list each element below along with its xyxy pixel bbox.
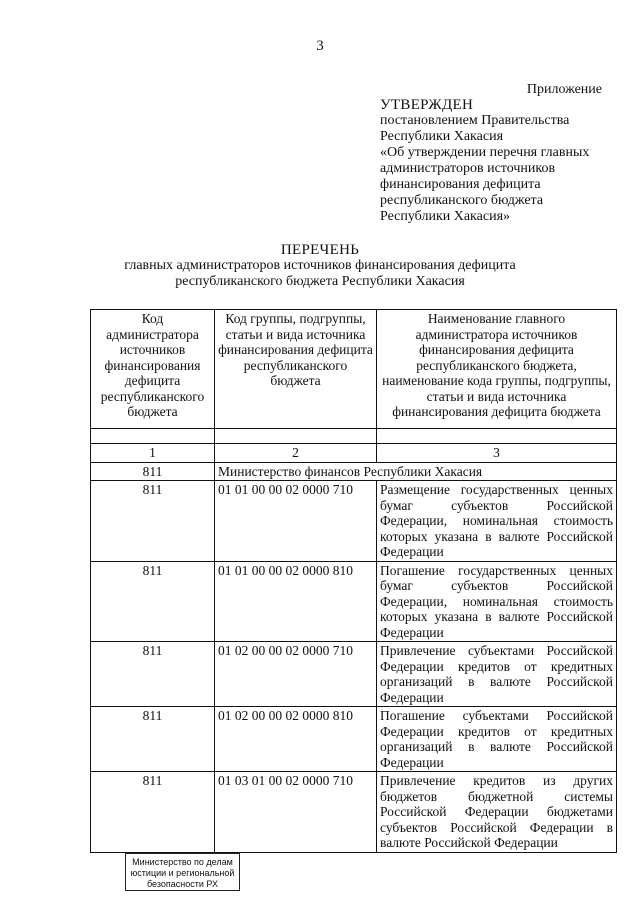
admin-code-cell: 811 xyxy=(91,642,215,707)
table-header-row xyxy=(91,310,617,429)
approval-line: постановлением Правительства xyxy=(380,113,570,128)
description-cell: Привлечение субъектами Российской Федерации кредитов от кредитных организаций в валюте Российской Федерации xyxy=(377,642,617,707)
approval-block xyxy=(380,97,620,225)
table-row xyxy=(91,561,617,642)
registration-stamp xyxy=(125,853,240,891)
source-code-cell: 01 01 00 00 02 0000 810 xyxy=(215,561,377,642)
table-row xyxy=(91,772,617,853)
approval-line: финансирования дефицита xyxy=(380,177,541,192)
ministry-row xyxy=(91,462,617,481)
description-cell: Погашение субъектами Российской Федерации кредитов от кредитных организаций в валюте Российской Федерации xyxy=(377,707,617,772)
source-code-cell: 01 02 00 00 02 0000 810 xyxy=(215,707,377,772)
appendix-label: Приложение xyxy=(526,82,602,97)
document-title xyxy=(0,242,640,290)
ministry-code: 811 xyxy=(91,462,215,481)
column-number: 2 xyxy=(215,444,377,463)
sources-table xyxy=(90,309,617,853)
description-cell: Размещение государственных ценных бумаг субъектов Российской Федерации, номинальная стоимость которых указана в валюте Российской Федерации xyxy=(377,481,617,562)
source-code-cell: 01 01 00 00 02 0000 710 xyxy=(215,481,377,562)
title-heading: ПЕРЕЧЕНЬ xyxy=(280,242,360,258)
header-admin-code: Код администратора источников финансирования дефицита республиканского бюджета xyxy=(91,310,215,429)
description-cell: Погашение государственных ценных бумаг субъектов Российской Федерации, номинальная стоимость которых указана в валюте Российской Федерации xyxy=(377,561,617,642)
stamp-line: безопасности РХ xyxy=(147,879,218,889)
description-cell: Привлечение кредитов из других бюджетов бюджетной системы Российской Федерации бюджетами субъектов Российской Федерации в валюте Российской Федерации xyxy=(377,772,617,853)
table-row xyxy=(91,481,617,562)
source-code-cell: 01 03 01 00 02 0000 710 xyxy=(215,772,377,853)
table-row xyxy=(91,707,617,772)
approval-line: администраторов источников xyxy=(380,161,556,176)
source-code-cell: 01 02 00 00 02 0000 710 xyxy=(215,642,377,707)
approval-heading: УТВЕРЖДЕН xyxy=(380,97,474,113)
admin-code-cell: 811 xyxy=(91,772,215,853)
stamp-line: Министерство по делам xyxy=(132,857,233,867)
stamp-line: юстиции и региональной xyxy=(130,868,235,878)
column-number: 1 xyxy=(91,444,215,463)
header-name: Наименование главного администратора источников финансирования дефицита республиканского бюджета, наименование кода группы, подгруппы, статьи и вида источника финансирования дефицита бюджета xyxy=(377,310,617,429)
title-line-2: республиканского бюджета Республики Хакасия xyxy=(175,274,465,289)
table-row xyxy=(91,642,617,707)
ministry-name: Министерство финансов Республики Хакасия xyxy=(215,462,617,481)
table-spacer-row xyxy=(91,429,617,444)
column-number: 3 xyxy=(377,444,617,463)
admin-code-cell: 811 xyxy=(91,481,215,562)
column-number-row xyxy=(91,444,617,463)
approval-line: Республики Хакасия xyxy=(380,129,504,144)
title-line-1: главных администраторов источников финансирования дефицита xyxy=(124,258,516,273)
approval-line: Республики Хакасия» xyxy=(380,209,511,224)
page-number: 3 xyxy=(316,38,324,54)
header-source-code: Код группы, подгруппы, статьи и вида источника финансирования дефицита республиканского бюджета xyxy=(215,310,377,429)
admin-code-cell: 811 xyxy=(91,561,215,642)
approval-line: «Об утверждении перечня главных xyxy=(380,145,590,160)
admin-code-cell: 811 xyxy=(91,707,215,772)
approval-line: республиканского бюджета xyxy=(380,193,544,208)
